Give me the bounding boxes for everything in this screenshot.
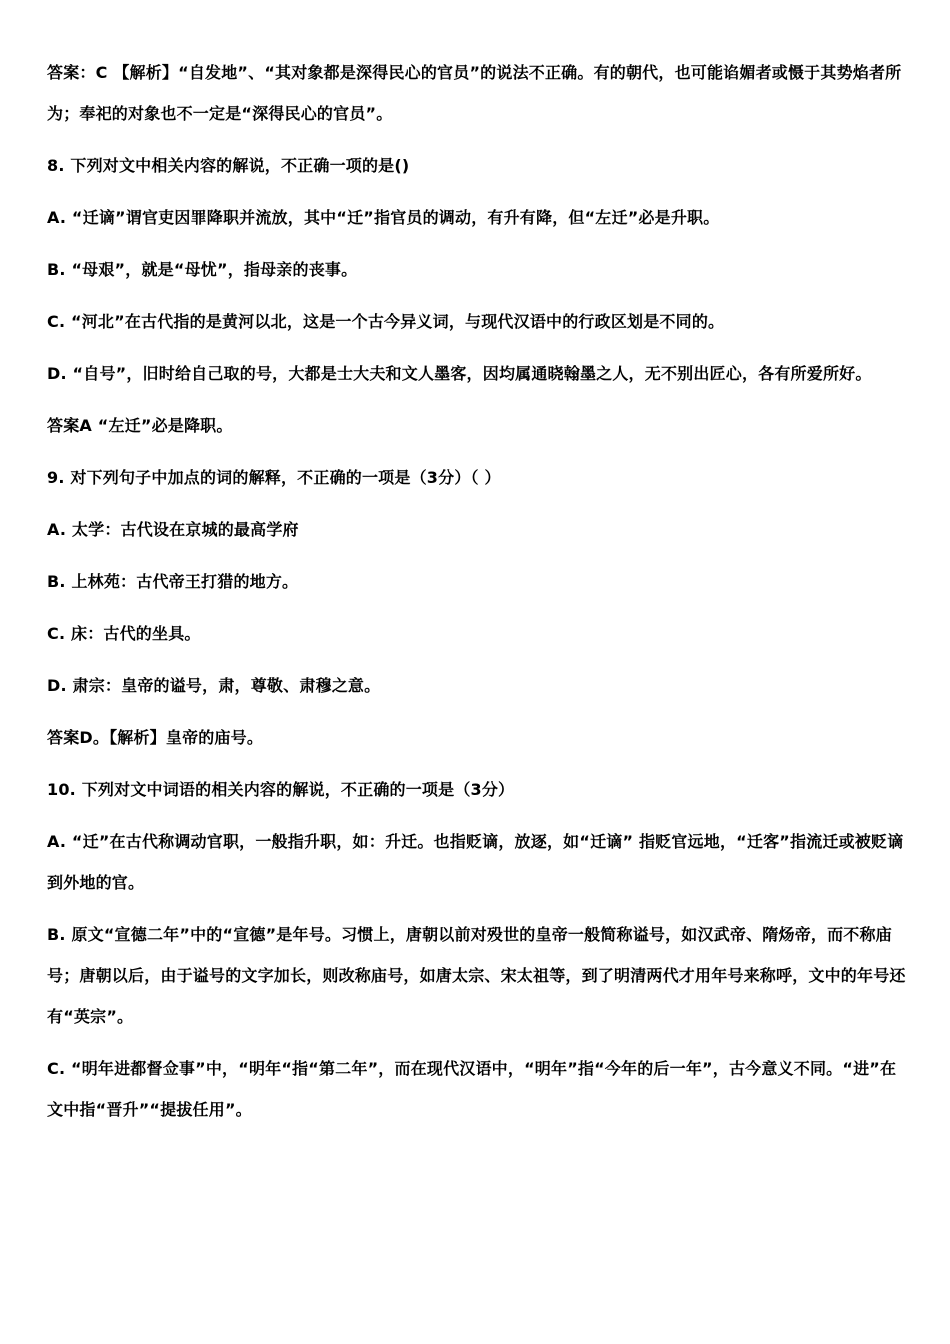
question-10-option-c: C. “明年进都督佥事”中，“明年“指“第二年”，而在现代汉语中，“明年”指“今年的后一年”，古今意义不同。“进”在文中指“晋升”“提拔任用”。	[47, 1059, 897, 1119]
document-page	[47, 52, 907, 1141]
answer-paragraph-9: 答案D。【解析】皇帝的庙号。	[47, 728, 264, 747]
question-9-option-c: C. 床：古代的坐具。	[47, 624, 201, 643]
answer-paragraph-7: 答案：C 【解析】“自发地”、“其对象都是深得民心的官员”的说法不正确。有的朝代，也可能谄媚者或慑于其势焰者所为；奉祀的对象也不一定是“深得民心的官员”。	[47, 63, 902, 123]
question-8-option-b: B. “母艰”，就是“母忧”，指母亲的丧事。	[47, 260, 358, 279]
question-9-option-d: D. 肃宗：皇帝的谥号，肃，尊敬、肃穆之意。	[47, 676, 381, 695]
question-8-stem: 8. 下列对文中相关内容的解说，不正确一项的是()	[47, 156, 410, 175]
question-8-option-a: A. “迁谪”谓官吏因罪降职并流放，其中“迁”指官员的调动，有升有降，但“左迁”必是升职。	[47, 208, 720, 227]
question-10-stem: 10. 下列对文中词语的相关内容的解说，不正确的一项是（3分）	[47, 780, 515, 799]
answer-paragraph-8: 答案A “左迁”必是降职。	[47, 416, 233, 435]
question-9-stem: 9. 对下列句子中加点的词的解释，不正确的一项是（3分）（ ）	[47, 468, 501, 487]
question-9-option-a: A. 太学：古代设在京城的最高学府	[47, 520, 299, 539]
question-10-option-a: A. “迁”在古代称调动官职，一般指升职，如：升迁。也指贬谪，放逐，如“迁谪” 指贬官远地，“迁客”指流迁或被贬谪到外地的官。	[47, 832, 904, 892]
question-8-option-d: D. “自号”，旧时给自己取的号，大都是士大夫和文人墨客，因均属通晓翰墨之人，无不别出匠心，各有所爱所好。	[47, 364, 872, 383]
question-9-option-b: B. 上林苑：古代帝王打猎的地方。	[47, 572, 299, 591]
question-10-option-b: B. 原文“宣德二年”中的“宣德”是年号。习惯上，唐朝以前对殁世的皇帝一般简称谥号，如汉武帝、隋炀帝，而不称庙号；唐朝以后，由于谥号的文字加长，则改称庙号，如唐太宗、宋太祖等，到了明清两代才用年号来称呼，文中的年号还有“英宗”。	[47, 925, 906, 1026]
question-8-option-c: C. “河北”在古代指的是黄河以北，这是一个古今异义词，与现代汉语中的行政区划是不同的。	[47, 312, 725, 331]
